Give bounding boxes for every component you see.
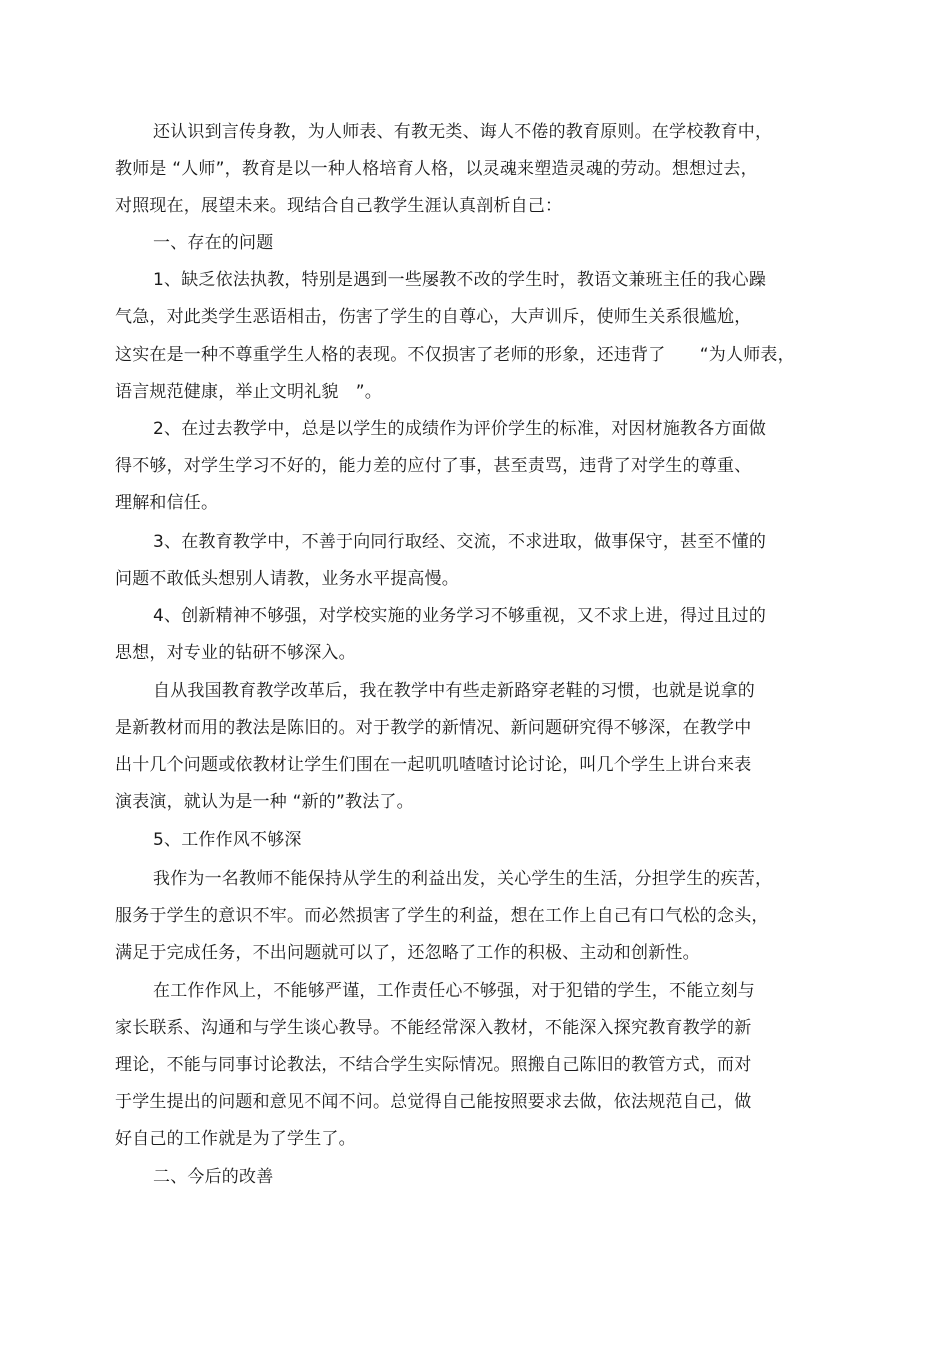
section-heading: 一、存在的问题: [153, 233, 274, 253]
text-line: 这实在是一种不尊重学生人格的表现。不仅损害了老师的形象，还违背了 “为人师表，: [115, 345, 795, 365]
text-line: 于学生提出的问题和意见不闻不问。总觉得自己能按照要求去做，依法规范自己，做: [115, 1092, 752, 1112]
text-line: 1、缺乏依法执教，特别是遇到一些屡教不改的学生时，教语文兼班主任的我心躁: [153, 270, 767, 290]
text-line: 得不够，对学生学习不好的，能力差的应付了事，甚至责骂，违背了对学生的尊重、: [115, 456, 752, 476]
text-line: 好自己的工作就是为了学生了。: [115, 1129, 356, 1149]
text-line: 服务于学生的意识不牢。而必然损害了学生的利益，想在工作上自己有口气松的念头，: [115, 906, 769, 926]
text-line: 3、在教育教学中，不善于向同行取经、交流，不求进取，做事保守，甚至不懂的: [153, 532, 767, 552]
text-line: 教师是 “人师”，教育是以一种人格培育人格，以灵魂来塑造灵魂的劳动。想想过去，: [115, 159, 758, 179]
text-line: 我作为一名教师不能保持从学生的利益出发，关心学生的生活，分担学生的疾苦，: [153, 869, 773, 889]
text-line: 4、创新精神不够强，对学校实施的业务学习不够重视，又不求上进，得过且过的: [153, 606, 767, 626]
text-line: 语言规范健康，举止文明礼貌 ”。: [115, 382, 383, 402]
text-line: 理解和信任。: [115, 493, 219, 513]
text-line: 自从我国教育教学改革后，我在教学中有些走新路穿老鞋的习惯，也就是说拿的: [153, 681, 755, 701]
text-line: 气急，对此类学生恶语相击，伤害了学生的自尊心，大声训斥，使师生关系很尴尬，: [115, 307, 752, 327]
text-line: 在工作作风上，不能够严谨，工作责任心不够强，对于犯错的学生，不能立刻与: [153, 981, 755, 1001]
text-line: 还认识到言传身教，为人师表、有教无类、诲人不倦的教育原则。在学校教育中，: [153, 122, 773, 142]
text-line: 2、在过去教学中，总是以学生的成绩作为评价学生的标准，对因材施教各方面做: [153, 419, 767, 439]
text-line: 家长联系、沟通和与学生谈心教导。不能经常深入教材，不能深入探究教育教学的新: [115, 1018, 752, 1038]
text-line: 演表演，就认为是一种 “新的”教法了。: [115, 792, 414, 812]
text-line: 问题不敢低头想别人请教，业务水平提高慢。: [115, 569, 459, 589]
section-heading: 二、今后的改善: [153, 1167, 274, 1187]
text-line: 满足于完成任务，不出问题就可以了，还忽略了工作的积极、主动和创新性。: [115, 943, 700, 963]
text-line: 出十几个问题或依教材让学生们围在一起叽叽喳喳讨论讨论，叫几个学生上讲台来表: [115, 755, 752, 775]
text-line: 对照现在，展望未来。现结合自己教学生涯认真剖析自己：: [115, 196, 563, 216]
text-line: 思想，对专业的钻研不够深入。: [115, 643, 356, 663]
section-heading: 5、工作作风不够深: [153, 830, 302, 850]
text-line: 理论，不能与同事讨论教法，不结合学生实际情况。照搬自己陈旧的教管方式，而对: [115, 1055, 752, 1075]
text-line: 是新教材而用的教法是陈旧的。对于教学的新情况、新问题研究得不够深，在教学中: [115, 718, 752, 738]
